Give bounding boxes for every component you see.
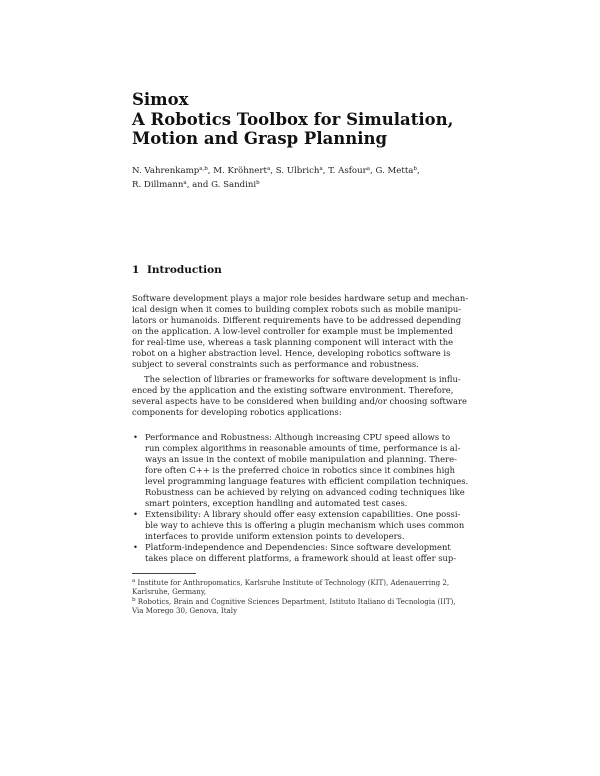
paragraph-2 <box>132 374 500 418</box>
bullet-line: ways an issue in the context of mobile manipulation and planning. There- <box>145 454 457 464</box>
author-name: G. Sandini <box>211 180 257 190</box>
title-line-3: Motion and Grasp Planning <box>132 129 388 148</box>
bullet-line: takes place on different platforms, a framework should at least offer sup- <box>145 553 457 563</box>
affiliation-mark: a <box>183 180 187 186</box>
author-separator: , <box>322 166 329 176</box>
author-separator: , <box>207 166 214 176</box>
bullet-line: Robustness can be achieved by relying on advanced coding techniques like <box>145 487 465 497</box>
author-separator: , <box>416 166 420 176</box>
footnote-mark: b <box>132 596 136 603</box>
bullet-line: Extensibility: A library should offer easy extension capabilities. One possi- <box>145 509 461 519</box>
bullet-line: smart pointers, exception handling and automated test cases. <box>145 498 408 508</box>
footnote-a <box>132 578 500 587</box>
paragraph-line: Software development plays a major role besides hardware setup and mechan- <box>132 293 469 303</box>
bullet-line: run complex algorithms in reasonable amounts of time, performance is al- <box>145 443 461 453</box>
footnote-b <box>132 597 500 606</box>
bullet-item <box>132 509 500 542</box>
affiliation-mark: a <box>266 166 271 172</box>
affiliation-mark: a,b <box>199 166 208 172</box>
bullet-list <box>132 432 500 564</box>
footnote-a-continued: Karlsruhe, Germany, <box>132 587 207 597</box>
author-list <box>132 164 512 192</box>
footnote-text: Robotics, Brain and Cognitive Sciences Department, Istituto Italiano di Tecnologia (IIT), <box>137 596 456 606</box>
paragraph-line: for real-time use, whereas a task planning component will interact with the <box>132 337 454 347</box>
footnotes <box>132 578 500 615</box>
footnote-rule <box>132 573 196 574</box>
paragraph-line: subject to several constraints such as performance and robustness. <box>132 359 419 369</box>
bullet-line: fore often C++ is the preferred choice in robotics since it combines high <box>145 465 455 475</box>
author-line-1 <box>132 164 512 178</box>
author-name: R. Dillmann <box>132 180 184 190</box>
author-separator: , <box>270 166 276 176</box>
bullet-symbol: • <box>133 542 138 552</box>
paper-title <box>132 90 512 149</box>
paragraph-line: components for developing robotics applications: <box>132 407 342 417</box>
paragraph-line: The selection of libraries or frameworks for software development is influ- <box>144 374 461 384</box>
title-line-1: Simox <box>132 90 189 109</box>
title-line-2: A Robotics Toolbox for Simulation, <box>132 109 454 129</box>
bullet-item <box>132 432 500 509</box>
author-name: M. Kröhnert <box>213 166 267 176</box>
paragraph-line: lators or humanoids. Different requirements have to be addressed depending <box>132 315 462 325</box>
author-separator: , <box>370 166 376 176</box>
footnote-text: Institute for Anthropomatics, Karlsruhe Institute of Technology (KIT), Adenauerring 2, <box>137 578 450 587</box>
bullet-symbol: • <box>133 509 138 519</box>
author-separator: , and <box>186 180 212 190</box>
author-name: G. Metta <box>375 166 414 176</box>
bullet-line: interfaces to provide uniform extension points to developers. <box>145 531 405 541</box>
section-heading <box>132 264 222 276</box>
section-title: Introduction <box>146 264 222 276</box>
author-name: T. Asfour <box>328 166 367 176</box>
paragraph-line: on the application. A low-level controller for example must be implemented <box>132 326 453 336</box>
footnote-b-continued: Via Morego 30, Genova, Italy <box>132 605 238 615</box>
bullet-item <box>132 542 500 564</box>
paragraph-line: several aspects have to be considered when building and/or choosing software <box>132 396 468 406</box>
author-name: N. Vahrenkamp <box>132 166 200 176</box>
paragraph-line: robot on a higher abstraction level. Hence, developing robotics software is <box>132 348 451 358</box>
bullet-line: ble way to achieve this is offering a plugin mechanism which uses common <box>145 520 465 530</box>
author-line-2 <box>132 178 512 192</box>
paragraph-1 <box>132 293 500 370</box>
bullet-line: level programming language features with efficient compilation techniques. <box>145 476 469 486</box>
section-number: 1 <box>132 264 140 276</box>
affiliation-mark: a <box>366 166 371 172</box>
bullet-line: Performance and Robustness: Although increasing CPU speed allows to <box>145 432 451 442</box>
paragraph-line: ical design when it comes to building complex robots such as mobile manipu- <box>132 304 462 314</box>
author-name: S. Ulbrich <box>275 166 320 176</box>
affiliation-mark: b <box>256 180 260 186</box>
bullet-symbol: • <box>133 432 138 442</box>
affiliation-mark: a <box>319 166 323 172</box>
footnote-mark: a <box>132 578 136 584</box>
bullet-line: Platform-independence and Dependencies: Since software development <box>145 542 451 552</box>
affiliation-mark: b <box>413 166 417 172</box>
paragraph-line: enced by the application and the existing software environment. Therefore, <box>132 385 454 395</box>
